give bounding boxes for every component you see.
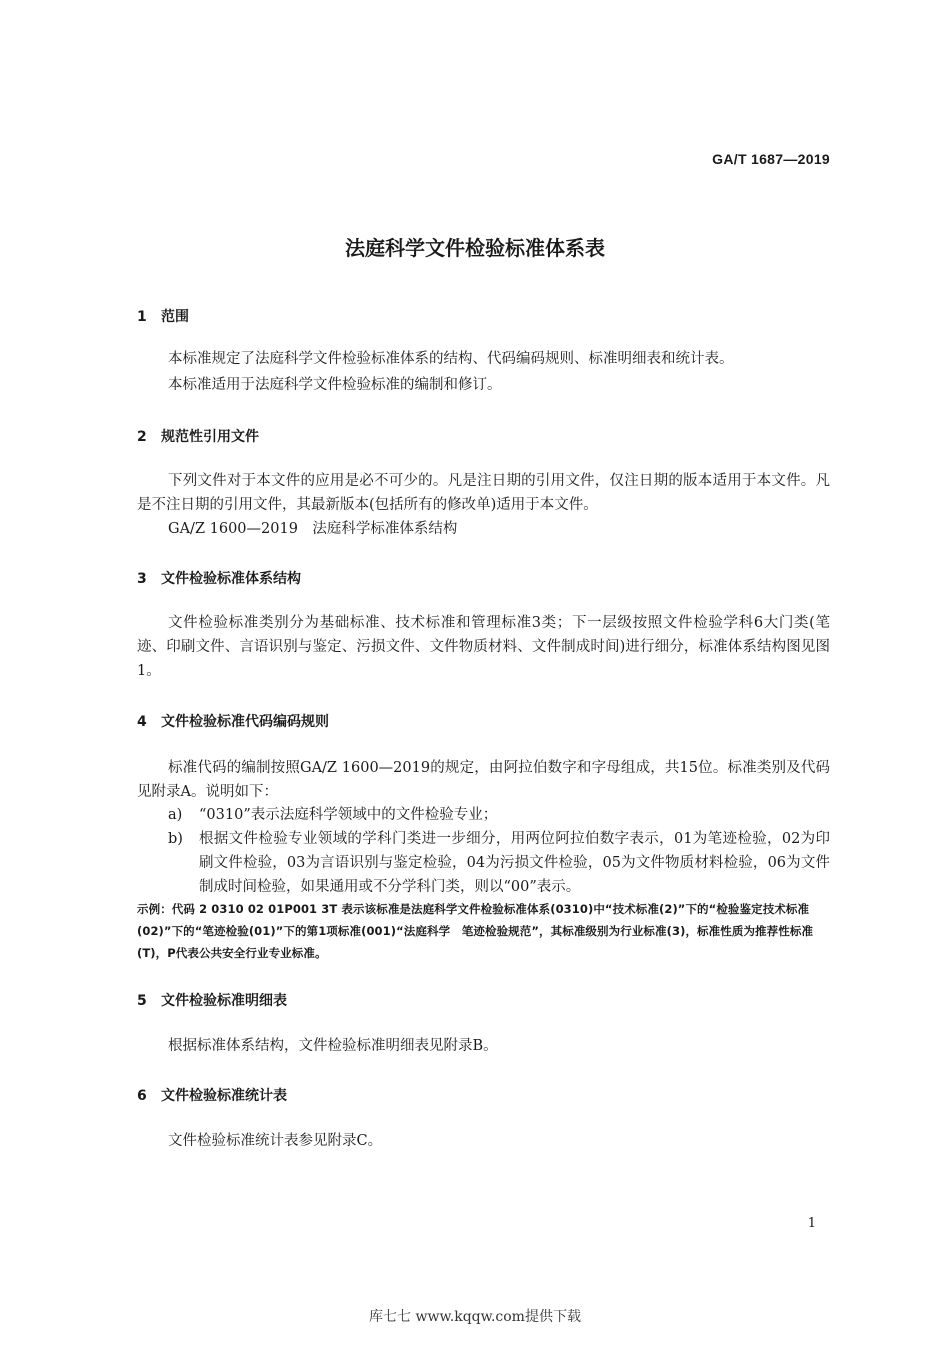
section-5-heading — [137, 990, 287, 1010]
list-marker: a) — [168, 807, 183, 823]
list-marker: b) — [168, 831, 183, 847]
section-1-heading — [137, 306, 189, 326]
section-number: 4 — [137, 714, 147, 730]
section-number: 3 — [137, 571, 147, 587]
section-number: 1 — [137, 309, 147, 325]
normative-reference: GA/Z 1600—2019 法庭科学标准体系结构 — [168, 521, 458, 537]
section-6-heading — [137, 1085, 287, 1105]
paragraph: 文件检验标准统计表参见附录C。 — [168, 1133, 383, 1149]
list-item — [168, 827, 830, 899]
paragraph: 根据标准体系结构，文件检验标准明细表见附录B。 — [168, 1038, 498, 1054]
list-item — [168, 803, 830, 827]
list-item-text: “0310”表示法庭科学领域中的文件检验专业； — [199, 807, 498, 823]
paragraph: 文件检验标准类别分为基础标准、技术标准和管理标准3类；下一层级按照文件检验学科6大门类(笔迹、印刷文件、言语识别与鉴定、污损文件、文件物质材料、文件制成时间)进行细分，标准体系结构图见图1。 — [137, 615, 830, 679]
list-item-text: 根据文件检验专业领域的学科门类进一步细分，用两位阿拉伯数字表示，01为笔迹检验，02为印刷文件检验，03为言语识别与鉴定检验，04为污损文件检验，05为文件物质材料检验，06为文件制成时间检验，如果通用或不分学科门类，则以“00”表示。 — [199, 831, 830, 895]
paragraph: 本标准适用于法庭科学文件检验标准的编制和修订。 — [168, 377, 502, 393]
section-number: 5 — [137, 993, 147, 1009]
section-title: 规范性引用文件 — [161, 429, 259, 445]
paragraph: 标准代码的编制按照GA/Z 1600—2019的规定，由阿拉伯数字和字母组成，共15位。标准类别及代码见附录A。说明如下： — [137, 760, 830, 800]
section-number: 6 — [137, 1088, 147, 1104]
section-4-heading — [137, 711, 329, 731]
paragraph: 下列文件对于本文件的应用是必不可少的。凡是注日期的引用文件，仅注日期的版本适用于本文件。凡是不注日期的引用文件，其最新版本(包括所有的修改单)适用于本文件。 — [137, 473, 830, 513]
standard-code: GA/T 1687—2019 — [712, 151, 830, 167]
paragraph: 本标准规定了法庭科学文件检验标准体系的结构、代码编码规则、标准明细表和统计表。 — [168, 351, 734, 367]
section-title: 文件检验标准明细表 — [161, 993, 287, 1009]
section-3-heading — [137, 568, 301, 588]
section-title: 范围 — [161, 309, 189, 325]
section-title: 文件检验标准统计表 — [161, 1088, 287, 1104]
download-footer: 库七七 www.kqqw.com提供下载 — [369, 1309, 581, 1325]
section-title: 文件检验标准体系结构 — [161, 571, 301, 587]
section-2-heading — [137, 426, 259, 446]
section-number: 2 — [137, 429, 147, 445]
section-title: 文件检验标准代码编码规则 — [161, 714, 329, 730]
document-title: 法庭科学文件检验标准体系表 — [345, 236, 605, 260]
page-number: 1 — [807, 1216, 816, 1231]
example-note: 示例：代码 2 0310 02 01P001 3T 表示该标准是法庭科学文件检验标准体系(0310)中“技术标准(2)”下的“检验鉴定技术标准(02)”下的“笔迹检验(01)”下的第1项标准(001)“法庭科学 笔迹检验规范”，其标准级别为行业标准(3)，标准性质为推荐性标准(T)，P代表公共安全行业专业标准。 — [137, 902, 814, 960]
